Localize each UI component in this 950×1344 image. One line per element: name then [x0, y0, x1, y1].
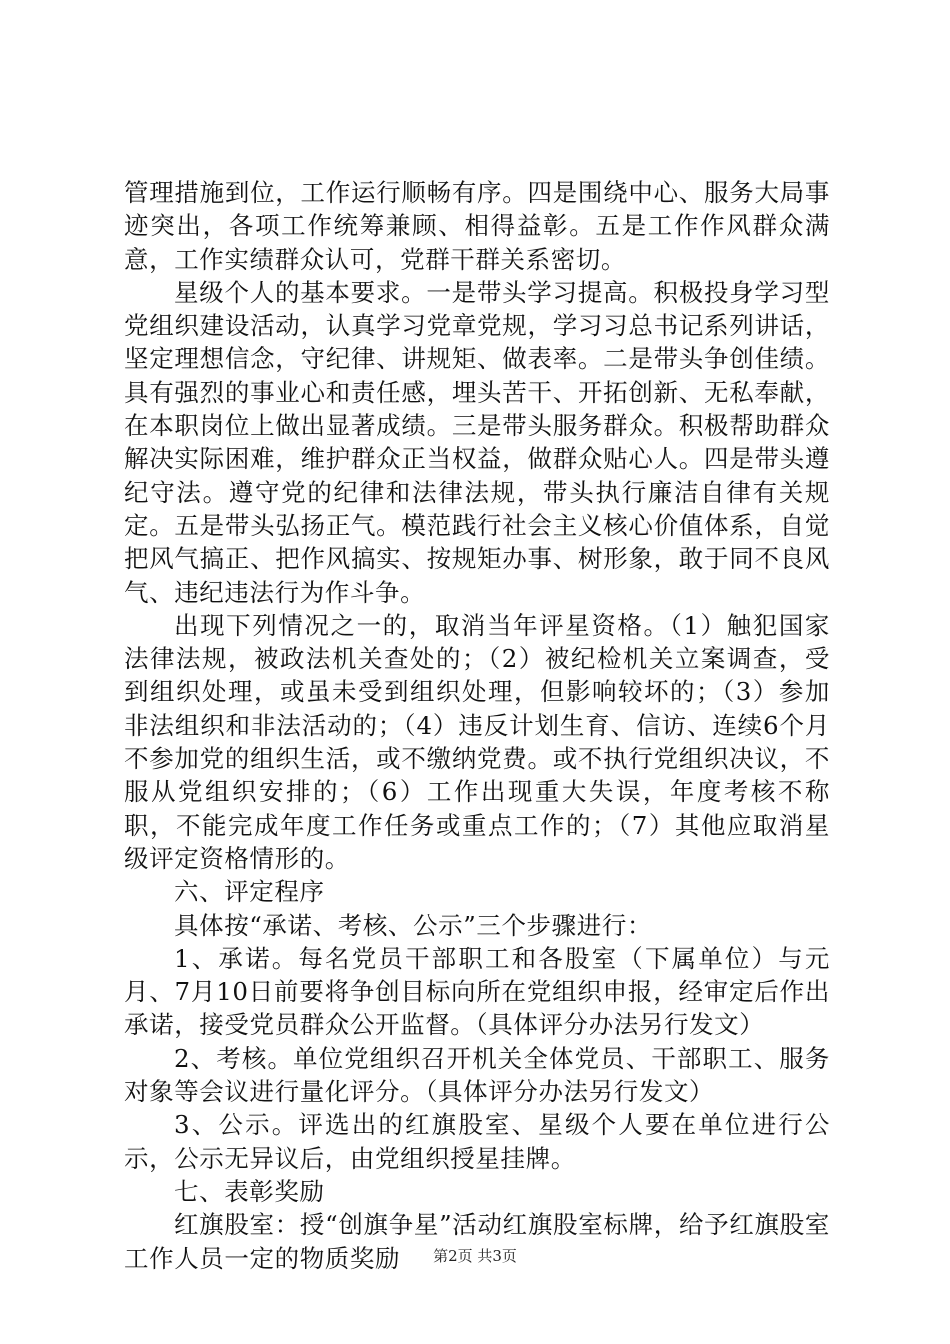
page-number-footer: 第2页 共3页 [433, 1247, 517, 1265]
section-heading: 七、表彰奖励 [174, 1176, 325, 1206]
paragraph: 出现下列情况之一的，取消当年评星资格。（1）触犯国家法律法规，被政法机关查处的；（2）被纪检机关立案调查，受到组织处理，或虽未受到组织处理，但影响较坏的；（3）参加非法组织和非法活动的；（4）违反计划生育、信访、连续6个月不参加党的组织生活，或不缴纳党费。或不执行党组织决议，不服从党组织安排的；（6）工作出现重大失误，年度考核不称职，不能完成年度工作任务或重点工作的；（7）其他应取消星级评定资格情形的。 [124, 610, 830, 873]
paragraph: 星级个人的基本要求。一是带头学习提高。积极投身学习型党组织建设活动，认真学习党章党规，学习习总书记系列讲话，坚定理想信念，守纪律、讲规矩、做表率。二是带头争创佳绩。具有强烈的事业心和责任感，埋头苦干、开拓创新、无私奉献，在本职岗位上做出显著成绩。三是带头服务群众。积极帮助群众解决实际困难，维护群众正当权益，做群众贴心人。四是带头遵纪守法。遵守党的纪律和法律法规，带头执行廉洁自律有关规定。五是带头弘扬正气。模范践行社会主义核心价值体系，自觉把风气搞正、把作风搞实、按规矩办事、树形象，敢于同不良风气、违纪违法行为作斗争。 [124, 277, 830, 607]
document-body [124, 176, 830, 1275]
paragraph: 管理措施到位，工作运行顺畅有序。四是围绕中心、服务大局事迹突出，各项工作统筹兼顾、相得益彰。五是工作作风群众满意，工作实绩群众认可，党群干群关系密切。 [124, 178, 830, 274]
paragraph: 具体按“承诺、考核、公示”三个步骤进行： [174, 910, 653, 940]
list-item: 1、承诺。每名党员干部职工和各股室（下属单位）与元月、7月10日前要将争创目标向所在党组织申报，经审定后作出承诺，接受党员群众公开监督。（具体评分办法另行发文） [124, 943, 830, 1040]
paragraph: 红旗股室：授“创旗争星”活动红旗股室标牌，给予红旗股室工作人员一定的物质奖励 [124, 1210, 830, 1273]
list-item: 2、考核。单位党组织召开机关全体党员、干部职工、服务对象等会议进行量化评分。（具体评分办法另行发文） [124, 1043, 830, 1107]
list-item: 3、公示。评选出的红旗股室、星级个人要在单位进行公示，公示无异议后，由党组织授星挂牌。 [124, 1110, 830, 1173]
section-heading: 六、评定程序 [174, 877, 325, 907]
